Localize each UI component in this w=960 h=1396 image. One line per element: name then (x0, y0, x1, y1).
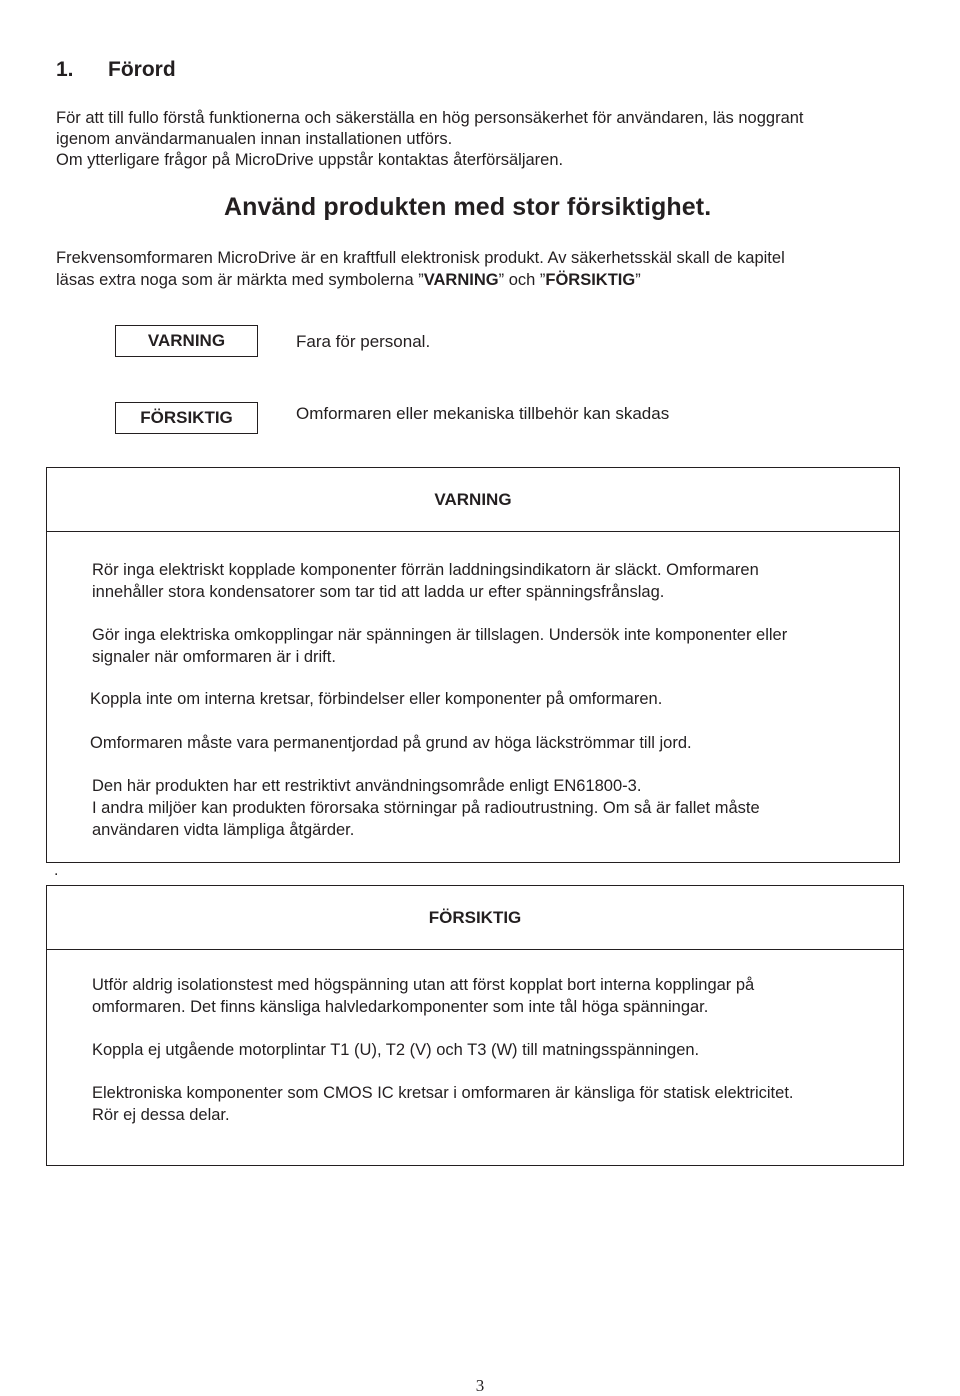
caution-item-line: omformaren. Det finns känsliga halvledarkomponenter som inte tål höga spänningar. (92, 998, 709, 1016)
caution-symbol-desc: Omformaren eller mekaniska tillbehör kan skadas (296, 404, 670, 423)
safety-text: läsas extra noga som är märkta med symbolerna ” (56, 271, 424, 289)
warning-item (92, 559, 759, 603)
caution-item-line: Utför aldrig isolationstest med högspänning utan att först kopplat bort interna kopplingar på (92, 976, 755, 994)
warning-item (90, 688, 662, 710)
section-number: 1. (56, 58, 74, 81)
warning-item-line: användaren vidta lämpliga åtgärder. (92, 821, 355, 839)
warning-item (92, 775, 760, 841)
caution-symbol-box: FÖRSIKTIG (115, 402, 258, 434)
page-number: 3 (475, 1376, 485, 1395)
warning-item (92, 624, 787, 668)
intro-line: För att till fullo förstå funktionerna och säkerställa en hög personsäkerhet för användaren, läs noggrant (56, 109, 804, 127)
caution-item-line: Koppla ej utgående motorplintar T1 (U), T2 (V) och T3 (W) till matningsspänningen. (92, 1041, 700, 1059)
warning-symbol-desc: Fara för personal. (296, 332, 431, 351)
safety-text: ” och ” (498, 271, 546, 289)
intro-paragraph (56, 108, 916, 171)
warning-item-line: Omformaren måste vara permanentjordad på grund av höga läckströmmar till jord. (90, 734, 692, 752)
intro-line: igenom användarmanualen innan installationen utförs. (56, 130, 453, 148)
subtitle: Använd produkten med stor försiktighet. (224, 193, 712, 221)
caution-item (92, 1039, 699, 1061)
warning-item-line: Koppla inte om interna kretsar, förbindelser eller komponenter på omformaren. (90, 690, 663, 708)
warning-item (90, 732, 692, 754)
warning-item-line: Den här produkten har ett restriktivt användningsområde enligt EN61800-3. (92, 777, 642, 795)
caution-keyword: FÖRSIKTIG (545, 271, 636, 289)
caution-panel-title: FÖRSIKTIG (47, 886, 903, 950)
section-heading (56, 58, 176, 82)
caution-item-line: Rör ej dessa delar. (92, 1106, 230, 1124)
warning-item-line: signaler när omformaren är i drift. (92, 648, 336, 666)
warning-keyword: VARNING (423, 271, 499, 289)
warning-item-line: I andra miljöer kan produkten förorsaka störningar på radioutrustning. Om så är fallet måste (92, 799, 760, 817)
warning-item-line: Rör inga elektriskt kopplade komponenter förrän laddningsindikatorn är släckt. Omformaren (92, 561, 759, 579)
warning-panel (46, 467, 900, 863)
section-title: Förord (108, 58, 176, 81)
intro-line: Om ytterligare frågor på MicroDrive uppstår kontaktas återförsäljaren. (56, 151, 564, 169)
warning-item-line: Gör inga elektriska omkopplingar när spänningen är tillslagen. Undersök inte komponenter eller (92, 626, 788, 644)
separator-dot: . (54, 862, 59, 879)
safety-text: ” (635, 271, 641, 289)
caution-item (92, 974, 754, 1018)
safety-line-1: Frekvensomformaren MicroDrive är en kraftfull elektronisk produkt. Av säkerhetsskäl skall de kapitel (56, 249, 785, 267)
caution-item-line: Elektroniska komponenter som CMOS IC kretsar i omformaren är känsliga för statisk elektricitet. (92, 1084, 794, 1102)
warning-symbol-box: VARNING (115, 325, 258, 357)
safety-line-2 (56, 269, 916, 291)
caution-item (92, 1082, 793, 1126)
warning-item-line: innehåller stora kondensatorer som tar tid att ladda ur efter spänningsfrånslag. (92, 583, 665, 601)
caution-panel (46, 885, 904, 1166)
safety-paragraph (56, 247, 916, 291)
warning-panel-title: VARNING (47, 468, 899, 532)
